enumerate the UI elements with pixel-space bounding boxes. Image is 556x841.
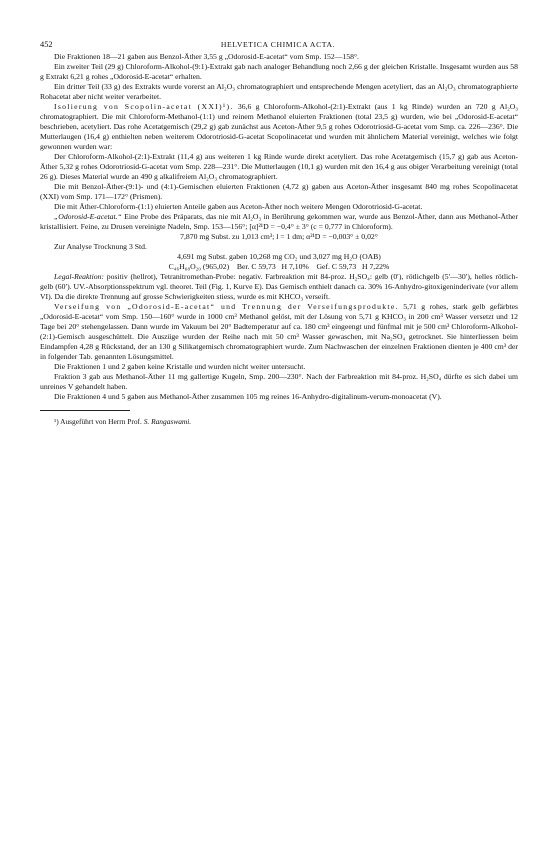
section-heading: Isolierung von Scopolin-acetat (XXI)¹). — [54, 102, 234, 111]
analysis-line: Zur Analyse Trocknung 3 Std. — [54, 242, 147, 251]
legal-paragraph — [40, 272, 518, 302]
paragraph-text: positiv (hellrot), Tetranitromethan-Probe: negativ. Farbreaktion mit 84-proz. H₂SO₄: gelb (0′), rötlichgelb (5′—30′), helles rötlich-gelb (60′). UV.-Absorptionsspektrum vgl. theoret. Teil (Fig. 1, Kurve E). Das Gemisch enthielt danach ca. 30% 16-Anhydro-gitoxigeninderivate (vor allem VI). Da die direkte Trennung auf grosse Schwierigkeiten stiess, wurde es mit KHCO₃ verseift. — [40, 272, 518, 301]
odorosid-paragraph — [40, 212, 518, 232]
page-number: 452 — [40, 40, 53, 49]
isolation-paragraph — [40, 102, 518, 152]
footnote — [40, 417, 518, 427]
paragraph: Die Fraktionen 4 und 5 gaben aus Methanol-Äther zusammen 105 mg reines 16-Anhydro-digitalinum-verum-monoacetat (V). — [54, 392, 442, 401]
paragraph: Der Chloroform-Alkohol-(2:1)-Extrakt (11,4 g) aus weiteren 1 kg Rinde wurde direkt acetyliert. Das rohe Acetatgemisch (15,7 g) gab aus Aceton-Äther 5,32 g rohes Odorotriosid-G-acetat vom Smp. 228—231°. Die Mutterlaugen (10,1 g) wurden mit den 16,4 g aus obiger Verarbeitung vereinigt (total 26 g). Dieses Material wurde an 490 g alkalifreiem Al₂O₃ chromatographiert. — [40, 152, 518, 181]
paragraph: Die Fraktionen 1 und 2 gaben keine Kristalle und wurden nicht weiter untersucht. — [54, 362, 306, 371]
section-heading: Verseifung von „Odorosid-E-acetat“ und Trennung der Verseifungsprodukte. — [54, 302, 399, 311]
reaction-name: Legal-Reaktion: — [54, 272, 104, 281]
paragraph: Fraktion 3 gab aus Methanol-Äther 11 mg gallertige Kugeln, Smp. 200—230°. Nach der Farbreaktion mit 84-proz. H₂SO₄ dürfte es sich dabei um unreines V gehandelt haben. — [40, 372, 518, 391]
compound-name: „Odorosid-E-acetat.“ — [54, 212, 122, 221]
running-title: HELVETICA CHIMICA ACTA. — [220, 40, 336, 49]
paragraph: Ein zweiter Teil (29 g) Chloroform-Alkohol-(9:1)-Extrakt gab nach analoger Behandlung noch 2,66 g der gleichen Kristalle. Insgesamt wurden aus 58 g Extrakt 6,21 g rohes „Odorosid-E-acetat“ erhalten. — [40, 62, 518, 81]
body-text — [40, 52, 518, 402]
formula-line: C₄₆H₆₈O₂₀ (965,02) Ber. C 59,73 H 7,10% Gef. C 59,73 H 7,22% — [168, 262, 390, 271]
paragraph-text: 36,6 g Chloroform-Alkohol-(2:1)-Extrakt (aus 1 kg Rinde) wurden an 720 g Al₂O₃ chromatographiert. Die mit Chloroform-Methanol-(1:1) und reinem Methanol eluierten Fraktionen (total 23,5 g) wurden, wie bei „Odorosid-E-acetat“ beschrieben, acetyliert. Das rohe Acetatgemisch (29,2 g) gab zunächst aus Aceton-Äther 9,5 g rohes Odorotriosid-G-acetat vom Smp. ca. 226—236°. Die Mutterlaugen (16,4 g) enthielten neben weiterem Odorotriosid-G-acetat Scopolinacetat und wurden mit ähnlichem Material vereinigt, welches wie folgt gewonnen wurden war: — [40, 102, 518, 151]
footnote-text: Ausgeführt von Herrn Prof. — [60, 417, 142, 426]
paragraph-text: Eine Probe des Präparats, das nie mit Al₂O₃ in Berührung gekommen war, wurde aus Benzol-Äther, dann aus Methanol-Äther kristallisiert. Feine, zu Drusen vereinigte Nadeln, Smp. 153—156°; [α]²¹D = −0,4° ± 3° (c = 0,777 in Chloroform). — [40, 212, 519, 231]
paragraph: Die Fraktionen 18—21 gaben aus Benzol-Äther 3,55 g „Odorosid-E-acetat“ vom Smp. 152—158°. — [54, 52, 359, 61]
paragraph: Ein dritter Teil (33 g) des Extrakts wurde vorerst an Al₂O₃ chromatographiert und entsprechende Mengen acetyliert, das an Al₂O₃ chromatographierte Rohacetat aber nicht weiter verarbeitet. — [40, 82, 518, 101]
paragraph: Die mit Benzol-Äther-(9:1)- und (4:1)-Gemischen eluierten Fraktionen (4,72 g) gaben aus Aceton-Äther insgesamt 840 mg rohes Scopolinacetat (XXI) vom Smp. 171—172° (Prismen). — [40, 182, 518, 201]
footnote-marker: ¹) — [54, 417, 59, 426]
paragraph-text: 5,71 g rohes, stark gelb gefärbtes „Odorosid-E-acetat“ vom Smp. 150—160° wurde in 1000 cm³ Methanol gelöst, mit der Lösung von 5,71 g KHCO₃ in 200 cm³ Wasser versetzt und 12 Tage bei 20° stehengelassen. Dann wurde im Vakuum bei 20° Badtemperatur auf ca. 180 cm³ eingeengt und fünfmal mit je 500 cm³ Chloroform-Alkohol-(2:1)-Gemisch ausgeschüttelt. Die Auszüge wurden der Reihe nach mit 50 cm³ Wasser gewaschen, mit Na₂SO₄ getrocknet. Sie hinterliessen beim Eindampfen 4,28 g Rückstand, der an 130 g Silikatgemisch chromatographiert wurde. Zum Nachwaschen der einzelnen Fraktionen dienten je 400 cm³ der in folgender Tab. genannten Lösungsmittel. — [40, 302, 518, 361]
rotation-line: 7,870 mg Subst. zu 1,013 cm³; l = 1 dm; α²¹D = −0,003° ± 0,02° — [180, 232, 378, 241]
saponification-paragraph — [40, 302, 518, 362]
combustion-line: 4,691 mg Subst. gaben 10,268 mg CO₂ und 3,027 mg H₂O (OAB) — [177, 252, 381, 261]
footnote-person: S. Rangaswami. — [143, 417, 192, 426]
footnote-divider — [40, 410, 130, 411]
paragraph: Die mit Äther-Chloroform-(1:1) eluierten Anteile gaben aus Aceton-Äther noch weitere Mengen Odorotriosid-G-acetat. — [54, 202, 423, 211]
